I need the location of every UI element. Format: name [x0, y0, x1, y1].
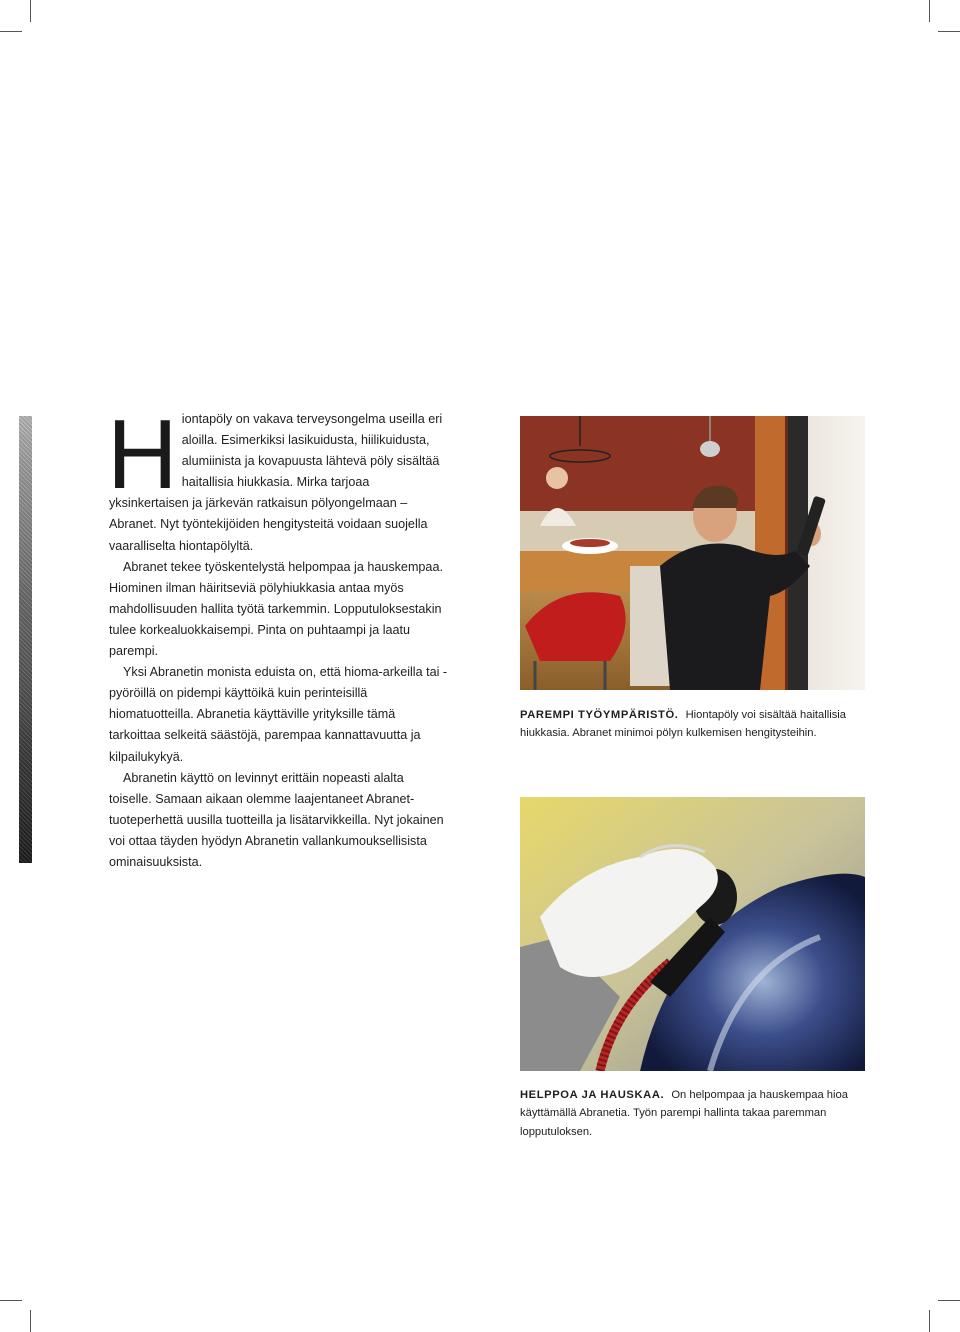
photo-wall-sanding [520, 416, 865, 690]
lead-paragraph [107, 399, 449, 557]
lead-text: iontapöly on vakava terveysongelma useilla eri aloilla. Esimerkiksi lasikuidusta, hiilikuidusta, alumiinista ja kovapuusta lähtevä pöly sisältää haitallisia hiukkasia. Mirka tarjoaa yksinkertaisen ja järkevän ratkaisun pölyongelmaan – Abranet. Nyt työntekijöiden hengitysteitä voidaan suojella vaaralliselta hiontapölyltä. [109, 412, 443, 553]
drop-cap: H [107, 399, 178, 509]
crop-mark [30, 1310, 31, 1332]
photo-caption [520, 1086, 850, 1141]
crop-mark [30, 0, 31, 22]
crop-mark [929, 0, 930, 22]
photo-wall-sanding-illustration [520, 416, 865, 690]
paragraph: Yksi Abranetin monista eduista on, että hioma-arkeilla tai -pyöröillä on pidempi käyttöikä kuin perinteisillä hiomatuotteilla. Abranetia käyttäville yrityksille tämä tarkoittaa selkeitä säästöjä, parempaa kannattavuutta ja kilpailukykyä. [109, 665, 448, 764]
crop-mark [929, 1310, 930, 1332]
caption-title: PAREMPI TYÖYMPÄRISTÖ. [520, 709, 679, 721]
paragraph: Abranet tekee työskentelystä helpompaa ja hauskempaa. Hiominen ilman häiritseviä pölyhiukkasia antaa myös mahdollisuuden hallita työtä tarkemmin. Lopputuloksestakin tulee korkealuokkaisempi. Pinta on puhtaampi ja laatu parempi. [109, 559, 443, 659]
caption-text: On helpompaa ja hauskempaa hioa käyttämällä Abranetia. Työn parempi hallinta takaa paremman lopputuloksen. [520, 1089, 848, 1138]
crop-mark [938, 1300, 960, 1301]
crop-mark [0, 1300, 22, 1301]
photo-caption [520, 706, 850, 743]
crop-mark [938, 31, 960, 32]
photo-car-sanding-illustration [520, 797, 865, 1071]
caption-text: Hiontapöly voi sisältää haitallisia hiukkasia. Abranet minimoi pölyn kulkemisen hengitysteihin. [520, 709, 847, 740]
paragraph: Abranetin käyttö on levinnyt erittäin nopeasti alalta toiselle. Samaan aikaan olemme laajentaneet Abranet-tuoteperhettä uusilla tuotteilla ja lisätarvikkeilla. Nyt jokainen voi ottaa täyden hyödyn Abranetin vallankumouksellisista ominaisuuksista. [109, 770, 444, 869]
caption-title: HELPPOA JA HAUSKAA. [520, 1089, 665, 1101]
abrasive-texture-strip [19, 416, 32, 863]
crop-mark [0, 31, 22, 32]
article-body [107, 399, 449, 873]
photo-car-sanding [520, 797, 865, 1071]
